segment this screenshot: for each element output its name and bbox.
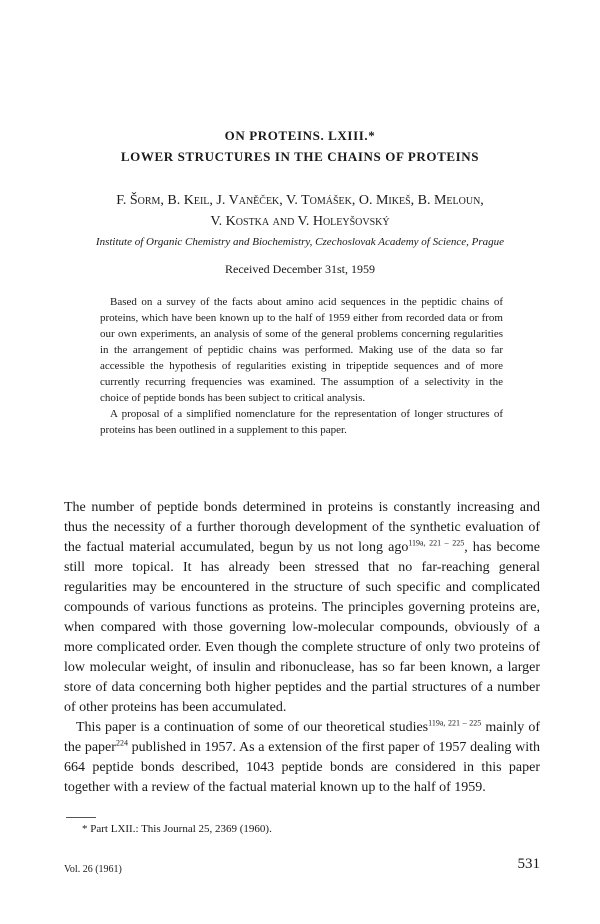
institute-affiliation: Institute of Organic Chemistry and Biochemistry, Czechoslovak Academy of Science, Prague	[95, 236, 505, 248]
body-paragraph-2	[64, 718, 540, 798]
author-line-1: F. Šorm, B. Keil, J. Vaněček, V. Tomášek, O. Mikeš, B. Meloun,	[116, 193, 484, 208]
body-p2-text-c: published in 1957. As a extension of the first paper of 1957 dealing with 664 peptide bonds described, 1043 peptide bonds are considered in this paper together with a review of the factual material known up to the half of 1959.	[64, 740, 540, 795]
citation-superscript: 224	[115, 738, 128, 748]
volume-label: Vol. 26 (1961)	[64, 864, 122, 875]
body-p1-text-a: The number of peptide bonds determined in proteins is constantly increasing and thus the necessity of a further thorough development of the synthetic evaluation of the factual material accumulated, begun by us not long ago	[64, 500, 540, 555]
author-list	[60, 190, 540, 232]
body-p1-text-b: , has become still more topical. It has already been stressed that no far-reaching general regularities may be encountered in the structure of such specific and complicated compounds of various functions as proteins. The principles governing proteins are, when compared with those governing low-molecular compounds, obviously of a more complicated order. Even though the complete structure of only two proteins of low molecular weight, of insulin and ribonuclease, has so far been known, a larger store of data concerning both higher peptides and the partial structures of a number of other proteins has been accumulated.	[64, 540, 540, 715]
body-p2-text-a: This paper is a continuation of some of our theoretical studies	[76, 720, 429, 735]
citation-superscript: 119a, 221 – 225	[408, 538, 465, 548]
abstract	[100, 294, 503, 438]
author-line-2: V. Kostka and V. Holeyšovský	[210, 214, 390, 229]
paper-title-line-2: LOWER STRUCTURES IN THE CHAINS OF PROTEINS	[120, 149, 480, 164]
abstract-paragraph-1: Based on a survey of the facts about amino acid sequences in the peptidic chains of proteins, which have been known up to the half of 1959 either from recorded data or from our own experiments, an analysis of some of the general problems concerning regularities in the arrangement of peptidic chains was performed. Making use of the data so far accessible the hypothesis of regularities existing in tripeptide sequences and of more currently recurring frequencies was examined. The assumption of a selectivity in the choice of peptide bonds has been subject to critical analysis.	[100, 296, 503, 404]
body-text	[64, 498, 540, 798]
received-date: Received December 31st, 1959	[225, 262, 375, 276]
footnote-divider	[66, 817, 96, 818]
body-paragraph-1	[64, 498, 540, 718]
paper-title-line-1: ON PROTEINS. LXIII.*	[224, 128, 376, 143]
citation-superscript: 119a, 221 – 225	[428, 718, 482, 728]
body-p2-text-b: mainly of the paper	[64, 720, 541, 755]
page-number: 531	[517, 856, 540, 872]
abstract-paragraph-2: A proposal of a simplified nomenclature for the representation of longer structures of proteins has been outlined in a supplement to this paper.	[100, 408, 503, 436]
footnote: * Part LXII.: This Journal 25, 2369 (1960).	[82, 823, 272, 835]
